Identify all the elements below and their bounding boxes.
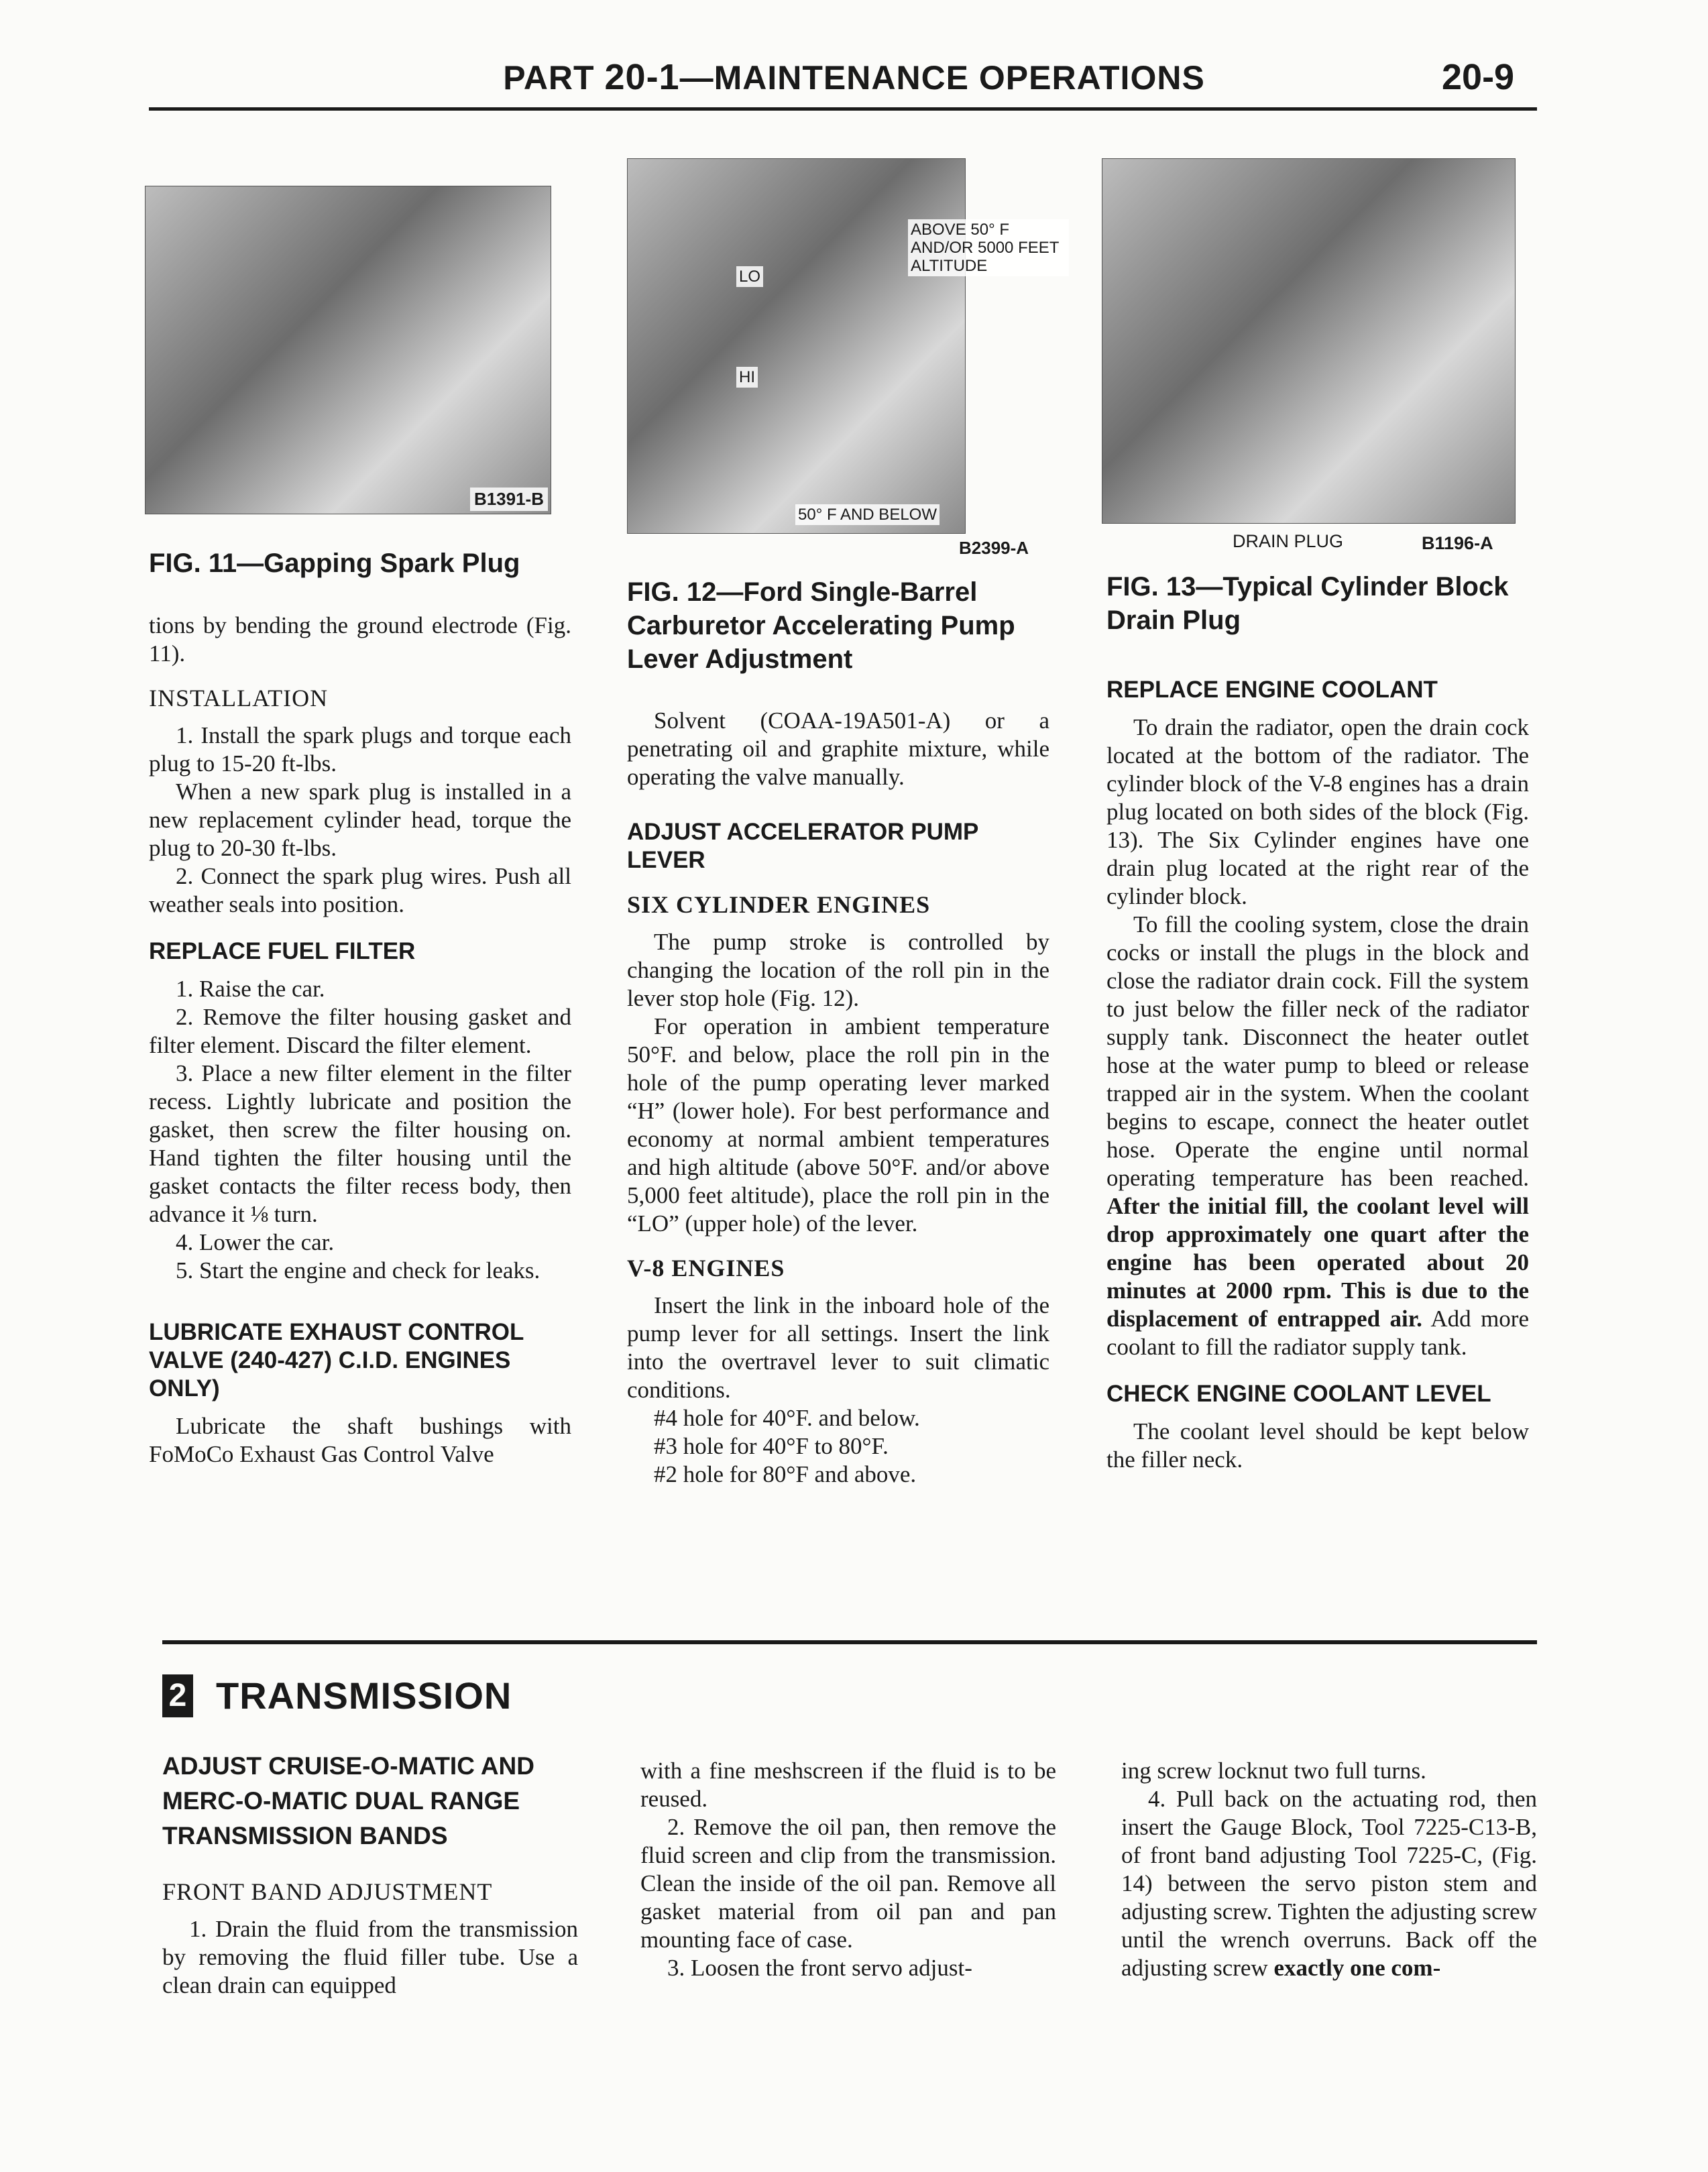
fig11-photo bbox=[145, 186, 551, 514]
section-title: TRANSMISSION bbox=[216, 1674, 512, 1717]
paragraph: Solvent (COAA-19A501-A) or a penetrating oil and graphite mixture, while operating the valve manually. bbox=[627, 707, 1049, 790]
heading-replace-fuel-filter: REPLACE FUEL FILTER bbox=[149, 938, 416, 964]
paragraph: Insert the link in the inboard hole of the pump lever for all settings. Insert the link into the overtravel lever to suit climatic conditions. bbox=[627, 1292, 1049, 1403]
paragraph: 1. Install the spark plugs and torque each plug to 15-20 ft-lbs. bbox=[149, 722, 571, 777]
middle-column bbox=[627, 707, 1049, 1489]
fig11-code: B1391-B bbox=[470, 488, 548, 511]
fig13-code: B1196-A bbox=[1422, 533, 1493, 553]
heading-adjust-bands: ADJUST CRUISE-O-MATIC AND MERC-O-MATIC DUAL RANGE TRANSMISSION BANDS bbox=[162, 1752, 534, 1849]
page-number: 20-9 bbox=[1442, 57, 1515, 97]
text: To fill the cooling system, close the drain cocks or install the plugs in the block and close the radiator drain cock. Fill the system to just below the filler neck of the radiator supply tank. Disconnect the heater outlet hose at the water pump to bleed or release trapped air in the system. When the coolant begins to escape, connect the heater outlet hose. Operate the engine until normal operating temperature has been reached. bbox=[1106, 911, 1529, 1191]
heading-installation: INSTALLATION bbox=[149, 685, 329, 711]
paragraph: 2. Remove the oil pan, then remove the fluid screen and clip from the transmission. Clean the inside of the oil pan. Remove all gasket material from oil pan and pan mounting face of case. bbox=[640, 1814, 1056, 1953]
emphasis-text: After the initial fill, the coolant level will drop approximately one quart after the engine has been operated about 20 minutes at 2000 rpm. This is due to the displacement of entrapped air. bbox=[1106, 1193, 1529, 1332]
paragraph: 1. Drain the fluid from the transmission by removing the fluid filler tube. Use a clean drain can equipped bbox=[162, 1916, 578, 1998]
fig12-lo-label: LO bbox=[736, 266, 763, 287]
bottom-middle-column bbox=[640, 1757, 1056, 1982]
fig12-photo bbox=[627, 158, 1060, 534]
paragraph: #4 hole for 40°F. and below. bbox=[654, 1405, 920, 1431]
paragraph: To drain the radiator, open the drain cock located at the bottom of the radiator. The cylinder block of the V-8 engines has a drain plug located on both sides of the block (Fig. 13). The Six Cylinder engines have one drain plug located at the right rear of the cylinder block. bbox=[1106, 714, 1529, 909]
heading-front-band: FRONT BAND ADJUSTMENT bbox=[162, 1878, 493, 1905]
fig11-caption: FIG. 11—Gapping Spark Plug bbox=[149, 549, 520, 578]
bottom-right-column bbox=[1121, 1757, 1537, 1982]
paragraph: 3. Loosen the front servo adjust- bbox=[667, 1955, 972, 1981]
fig12-hi-label: HI bbox=[736, 367, 758, 388]
paragraph: 5. Start the engine and check for leaks. bbox=[176, 1257, 540, 1283]
paragraph: with a fine meshscreen if the fluid is to be reused. bbox=[640, 1758, 1056, 1812]
header-rule bbox=[149, 107, 1537, 111]
paragraph: tions by bending the ground electrode (Fig. 11). bbox=[149, 612, 571, 667]
bottom-left-column bbox=[162, 1749, 578, 2000]
paragraph: #3 hole for 40°F to 80°F. bbox=[654, 1433, 889, 1459]
paragraph: 1. Raise the car. bbox=[176, 976, 325, 1002]
paragraph: The coolant level should be kept below the filler neck. bbox=[1106, 1418, 1529, 1473]
fig13-callout-drain-plug: DRAIN PLUG bbox=[1233, 531, 1344, 551]
heading-check-coolant-level: CHECK ENGINE COOLANT LEVEL bbox=[1106, 1381, 1491, 1407]
paragraph: The pump stroke is controlled by changing the location of the roll pin in the lever stop hole (Fig. 12). bbox=[627, 929, 1049, 1011]
paragraph: 2. Connect the spark plug wires. Push all weather seals into position. bbox=[149, 863, 571, 917]
right-column bbox=[1106, 657, 1529, 1474]
heading-v8-engines: V-8 ENGINES bbox=[627, 1255, 785, 1281]
text: 4. Pull back on the actuating rod, then insert the Gauge Block, Tool 7225-C13-B, of front band adjusting Tool 7225-C, (Fig. 14) between the servo piston stem and adjusting screw. Tighten the adjusting screw until the wrench overruns. Back off the adjusting screw bbox=[1121, 1786, 1537, 1981]
heading-replace-engine-coolant: REPLACE ENGINE COOLANT bbox=[1106, 677, 1438, 703]
paragraph: When a new spark plug is installed in a new replacement cylinder head, torque the plug to 20-30 ft-lbs. bbox=[149, 779, 571, 861]
left-column bbox=[149, 612, 571, 1469]
fig12-caption: FIG. 12—Ford Single-Barrel Carburetor Accelerating Pump Lever Adjustment bbox=[627, 577, 1015, 674]
text: Add more coolant to fill the radiator supply tank. bbox=[1106, 1306, 1529, 1360]
heading-adjust-accelerator-pump: ADJUST ACCELERATOR PUMP LEVER bbox=[627, 819, 978, 873]
fig12-callout-below: 50° F AND BELOW bbox=[795, 504, 940, 525]
fig12-callout-above: ABOVE 50° F AND/OR 5000 FEET ALTITUDE bbox=[908, 219, 1069, 276]
fig13-caption: FIG. 13—Typical Cylinder Block Drain Plug bbox=[1106, 572, 1509, 635]
paragraph: 3. Place a new filter element in the filter recess. Lightly lubricate and position the gasket, then screw the filter housing on. Hand tighten the filter housing until the gasket contacts the filter recess body, then advance it ⅛ turn. bbox=[149, 1060, 571, 1227]
paragraph: 2. Remove the filter housing gasket and filter element. Discard the filter element. bbox=[149, 1004, 571, 1058]
paragraph: Lubricate the shaft bushings with FoMoCo Exhaust Gas Control Valve bbox=[149, 1413, 571, 1467]
section-rule bbox=[162, 1640, 1537, 1644]
fig13-photo bbox=[1102, 158, 1516, 524]
paragraph: #2 hole for 80°F and above. bbox=[654, 1461, 917, 1487]
fig12-code: B2399-A bbox=[959, 538, 1029, 558]
page-header-title: PART 20-1—MAINTENANCE OPERATIONS bbox=[503, 57, 1205, 97]
section-heading bbox=[162, 1674, 512, 1717]
emphasis-text: exactly one com- bbox=[1273, 1955, 1441, 1981]
paragraph bbox=[1106, 911, 1529, 1361]
heading-six-cylinder: SIX CYLINDER ENGINES bbox=[627, 891, 931, 918]
heading-lubricate-exhaust-valve: LUBRICATE EXHAUST CONTROL VALVE (240-427) C.I.D. ENGINES ONLY) bbox=[149, 1319, 524, 1402]
paragraph: For operation in ambient temperature 50°F. and below, place the roll pin in the hole of the pump operating lever marked “H” (lower hole). For best performance and economy at normal ambient temperatures and high altitude (above 50°F. and/or above 5,000 feet altitude), place the roll pin in the “LO” (upper hole) of the lever. bbox=[627, 1013, 1049, 1237]
paragraph: 4. Lower the car. bbox=[176, 1229, 335, 1255]
paragraph: ing screw locknut two full turns. bbox=[1121, 1758, 1426, 1784]
section-number: 2 bbox=[162, 1674, 193, 1717]
paragraph bbox=[1121, 1785, 1537, 1982]
